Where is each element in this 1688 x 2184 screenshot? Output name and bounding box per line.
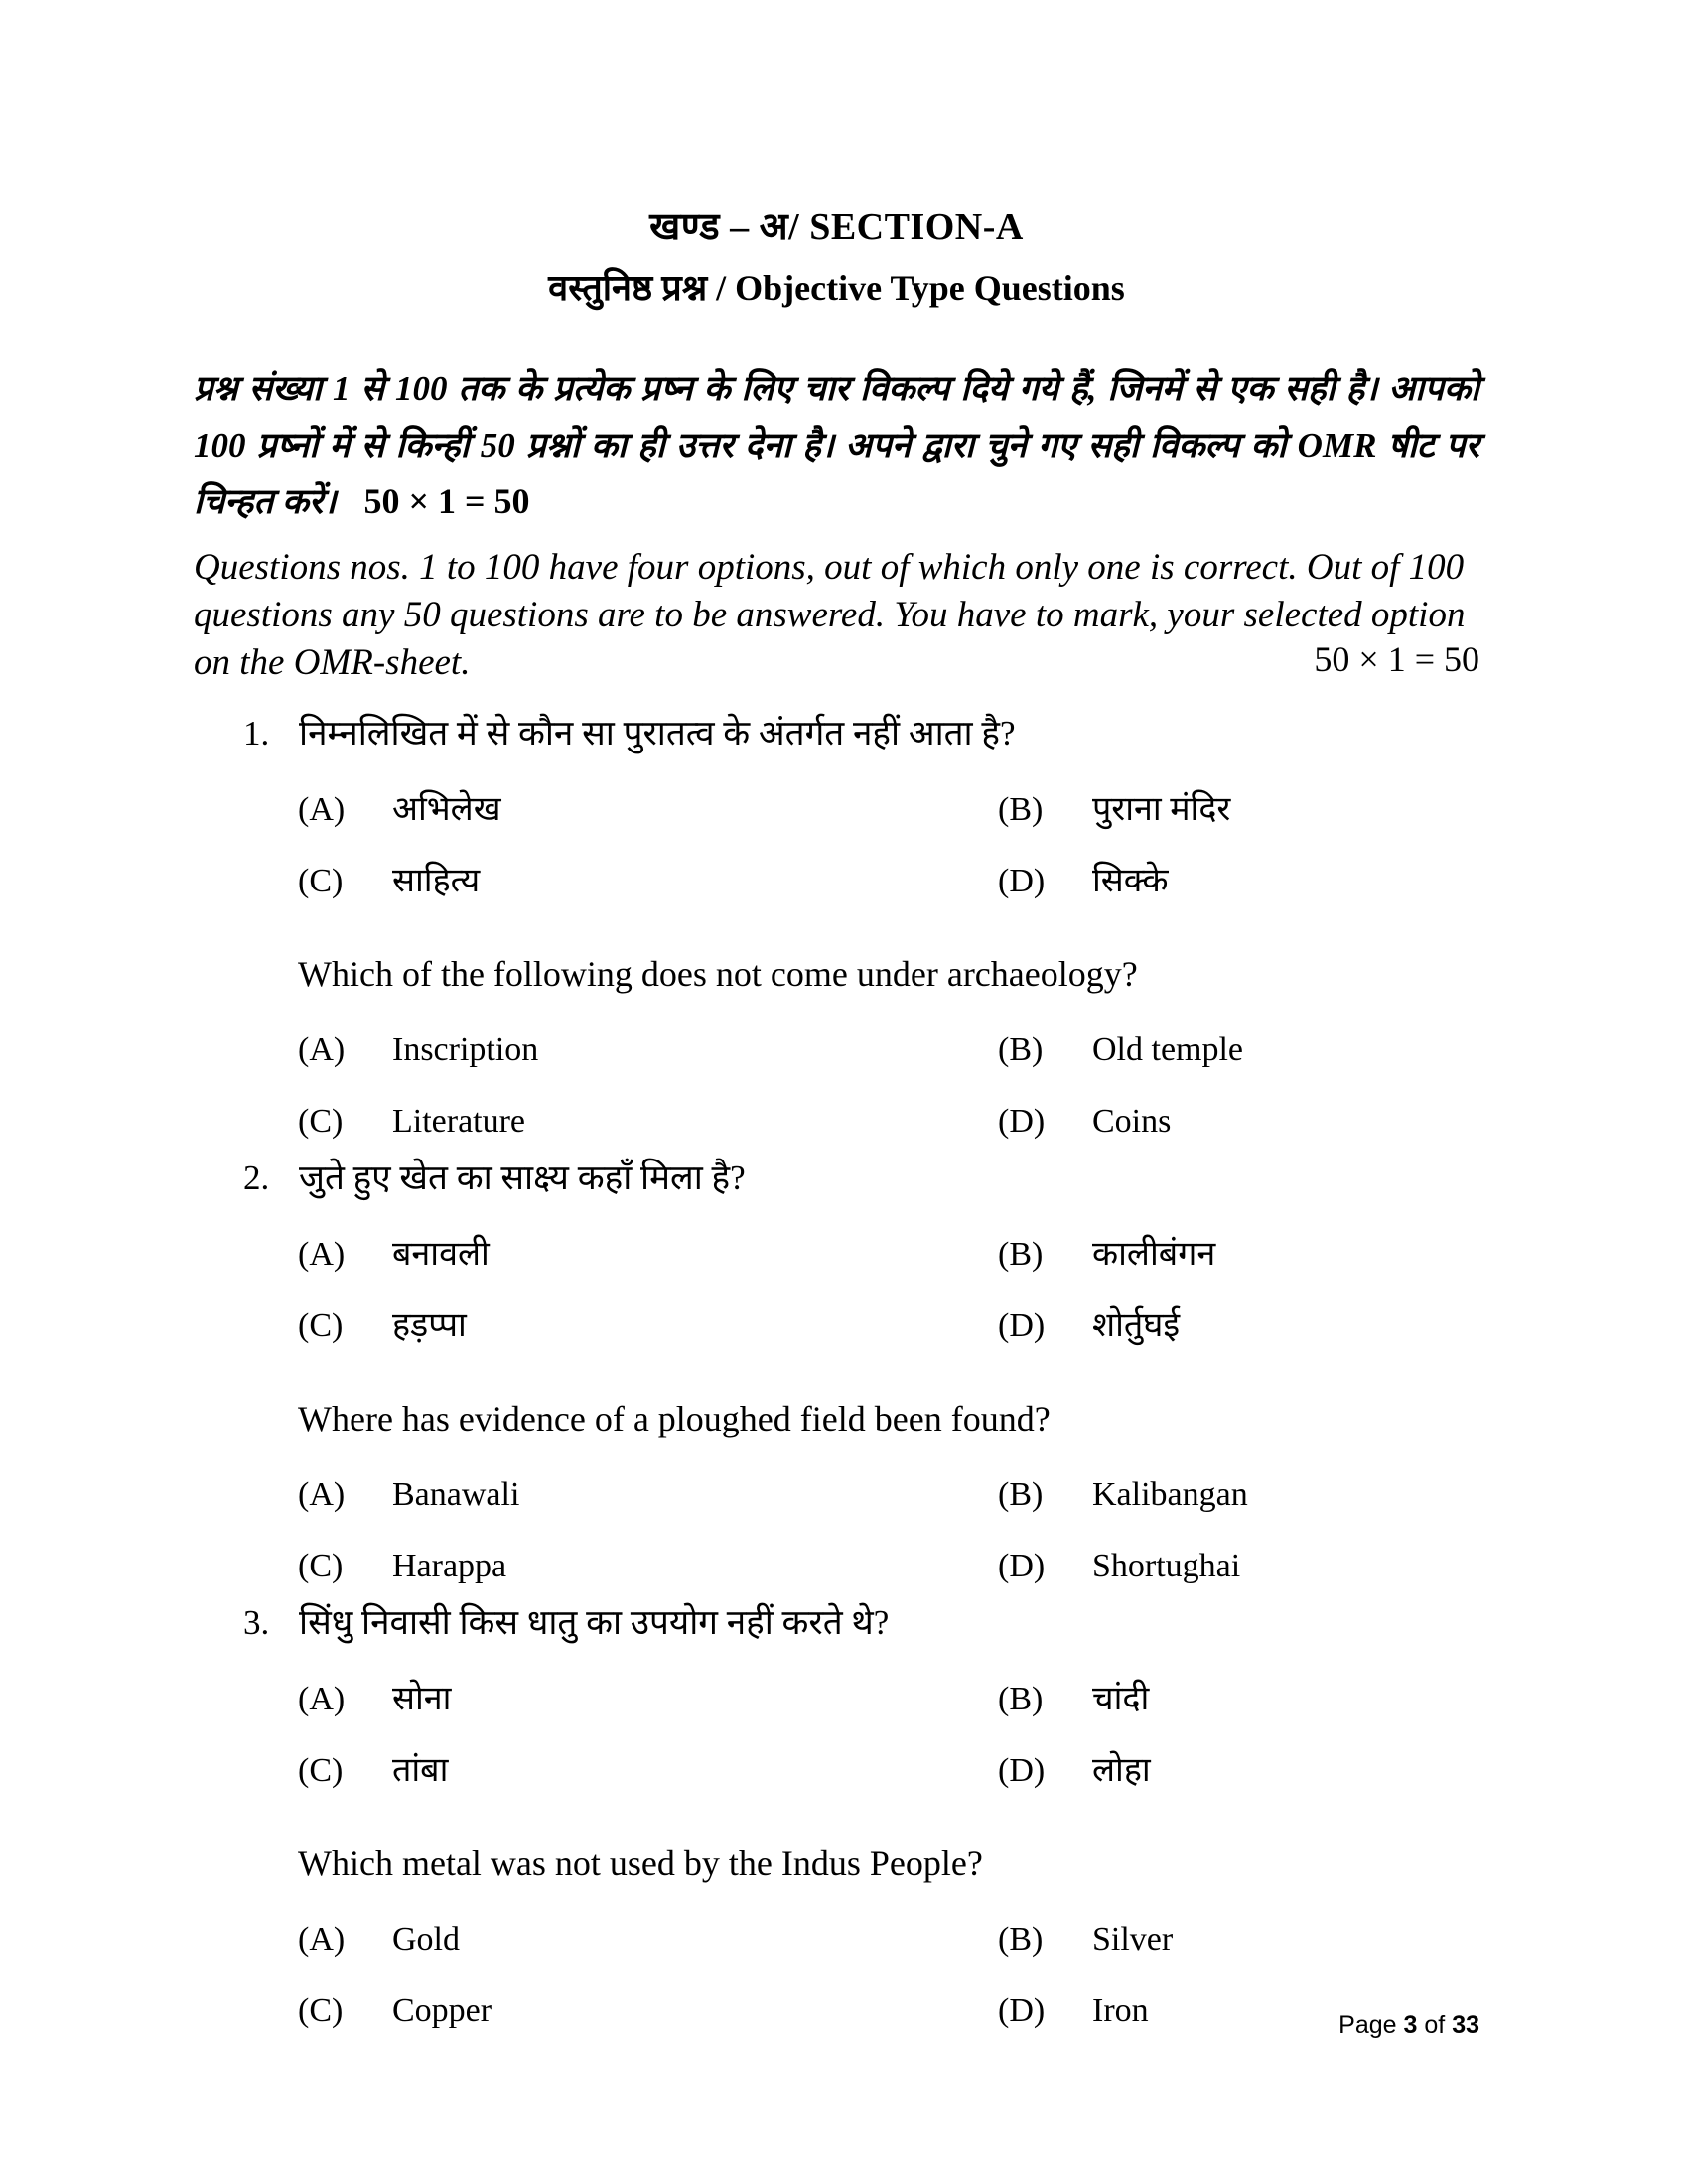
option-label: (C): [298, 1752, 344, 1789]
option-c: [298, 1100, 998, 1144]
question-list: [194, 711, 1479, 2033]
section-title: खण्ड – अ/ SECTION-A: [649, 206, 1024, 248]
question-english-text: Which metal was not used by the Indus People?: [298, 1843, 983, 1883]
option-text: Old temple: [1092, 1031, 1244, 1068]
option-text: सोना: [392, 1681, 452, 1717]
option-a: [298, 1028, 998, 1072]
question-1-english-options: [298, 1028, 1479, 1144]
question-1-hindi-line: [194, 711, 1479, 756]
option-a: [298, 1233, 998, 1277]
question-2-hindi-options: [298, 1233, 1479, 1348]
option-text: चांदी: [1092, 1681, 1150, 1717]
option-label: (B): [998, 1921, 1044, 1958]
footer-page-number: 3: [1403, 2011, 1418, 2039]
option-text: Banawali: [392, 1476, 520, 1513]
page-number-footer: [1338, 2011, 1479, 2040]
question-hindi-text: निम्नलिखित में से कौन सा पुरातत्व के अंतर्गत नहीं आता है?: [299, 714, 1016, 752]
option-text: हड़प्पा: [392, 1307, 467, 1344]
question-3-english-options: [298, 1918, 1479, 2033]
question-english-text: Where has evidence of a ploughed field been found?: [298, 1399, 1051, 1438]
instructions-english: [194, 544, 1479, 687]
option-label: (C): [298, 1103, 344, 1140]
option-label: (C): [298, 1307, 344, 1344]
option-label: (A): [298, 1681, 346, 1717]
option-text: Harappa: [392, 1548, 507, 1584]
option-b: [998, 1028, 1479, 1072]
instructions-english-marks: 50 × 1 = 50: [1314, 639, 1479, 679]
footer-page-total: 33: [1452, 2011, 1479, 2039]
option-c: [298, 1304, 998, 1348]
option-c: [298, 1989, 998, 2033]
option-label: (B): [998, 1236, 1044, 1273]
option-d: [998, 1100, 1479, 1144]
footer-word-of: of: [1424, 2011, 1446, 2039]
option-text: साहित्य: [392, 863, 481, 899]
option-text: पुराना मंदिर: [1092, 791, 1231, 828]
option-c: [298, 1749, 998, 1793]
option-a: [298, 1473, 998, 1517]
question-1-hindi-options: [298, 788, 1479, 903]
option-label: (D): [998, 1992, 1046, 2029]
question-number: 1.: [243, 714, 270, 752]
option-b: [998, 1918, 1479, 1962]
option-text: Shortughai: [1092, 1548, 1241, 1584]
instructions-hindi-text: प्रश्न संख्या 1 से 100 तक के प्रत्येक प्रष्न के लिए चार विकल्प दिये गये हैं, जिनमें से एक सही है। आपको 100 प्रष्नों में से किन्हीं 50 प्रश्नों का ही उत्तर देना है। अपने द्वारा चुने गए सही विकल्प को OMR षीट पर चिन्हत करें।: [194, 369, 1479, 521]
option-d: [998, 1749, 1479, 1793]
option-b: [998, 1233, 1479, 1277]
question-2-english-options: [298, 1473, 1479, 1588]
option-label: (B): [998, 1476, 1044, 1513]
option-text: सिक्के: [1092, 863, 1169, 899]
option-text: कालीबंगन: [1092, 1236, 1216, 1273]
question-3: [194, 1600, 1479, 2033]
option-a: [298, 1918, 998, 1962]
option-b: [998, 788, 1479, 832]
option-b: [998, 1678, 1479, 1721]
question-3-hindi-options: [298, 1678, 1479, 1793]
option-text: Gold: [392, 1921, 460, 1958]
option-text: लोहा: [1092, 1752, 1151, 1789]
question-hindi-text: जुते हुए खेत का साक्ष्य कहाँ मिला है?: [299, 1159, 746, 1197]
footer-word-page: Page: [1338, 2011, 1397, 2039]
option-label: (C): [298, 863, 344, 899]
option-label: (C): [298, 1992, 344, 2029]
option-text: Kalibangan: [1092, 1476, 1248, 1513]
question-number: 2.: [243, 1159, 270, 1197]
question-number: 3.: [243, 1603, 270, 1642]
option-text: Literature: [392, 1103, 526, 1140]
option-text: Copper: [392, 1992, 492, 2029]
option-label: (D): [998, 1548, 1046, 1584]
option-text: Coins: [1092, 1103, 1172, 1140]
option-a: [298, 1678, 998, 1721]
option-text: अभिलेख: [392, 791, 501, 828]
question-1: [194, 711, 1479, 1144]
option-label: (A): [298, 1476, 346, 1513]
option-label: (A): [298, 1236, 346, 1273]
option-d: [998, 1304, 1479, 1348]
section-subtitle: वस्तुनिष्ठ प्रश्न / Objective Type Questions: [548, 268, 1125, 308]
option-label: (D): [998, 1307, 1046, 1344]
option-label: (D): [998, 863, 1046, 899]
option-label: (C): [298, 1548, 344, 1584]
option-text: Silver: [1092, 1921, 1174, 1958]
option-b: [998, 1473, 1479, 1517]
question-english-text: Which of the following does not come under archaeology?: [298, 954, 1138, 994]
option-label: (D): [998, 1752, 1046, 1789]
option-d: [998, 1545, 1479, 1588]
option-label: (A): [298, 791, 346, 828]
option-a: [298, 788, 998, 832]
instructions-english-text: Questions nos. 1 to 100 have four options, out of which only one is correct. Out of 100 questions any 50 questions are to be answered. You have to mark, your selected option on the OMR-sheet.: [194, 547, 1466, 683]
instructions-hindi-marks: 50 × 1 = 50: [363, 481, 530, 521]
option-label: (A): [298, 1921, 346, 1958]
option-text: Inscription: [392, 1031, 539, 1068]
option-text: बनावली: [392, 1236, 490, 1273]
option-label: (A): [298, 1031, 346, 1068]
question-2: [194, 1156, 1479, 1588]
option-c: [298, 860, 998, 903]
question-2-hindi-line: [194, 1156, 1479, 1201]
option-label: (B): [998, 1681, 1044, 1717]
option-label: (B): [998, 1031, 1044, 1068]
question-hindi-text: सिंधु निवासी किस धातु का उपयोग नहीं करते थे?: [299, 1603, 890, 1642]
option-label: (B): [998, 791, 1044, 828]
option-text: Iron: [1092, 1992, 1149, 2029]
option-label: (D): [998, 1103, 1046, 1140]
option-c: [298, 1545, 998, 1588]
option-text: शोर्तुघई: [1092, 1307, 1181, 1344]
option-d: [998, 860, 1479, 903]
question-3-hindi-line: [194, 1600, 1479, 1646]
option-text: तांबा: [392, 1752, 449, 1789]
instructions-hindi: [194, 360, 1479, 530]
